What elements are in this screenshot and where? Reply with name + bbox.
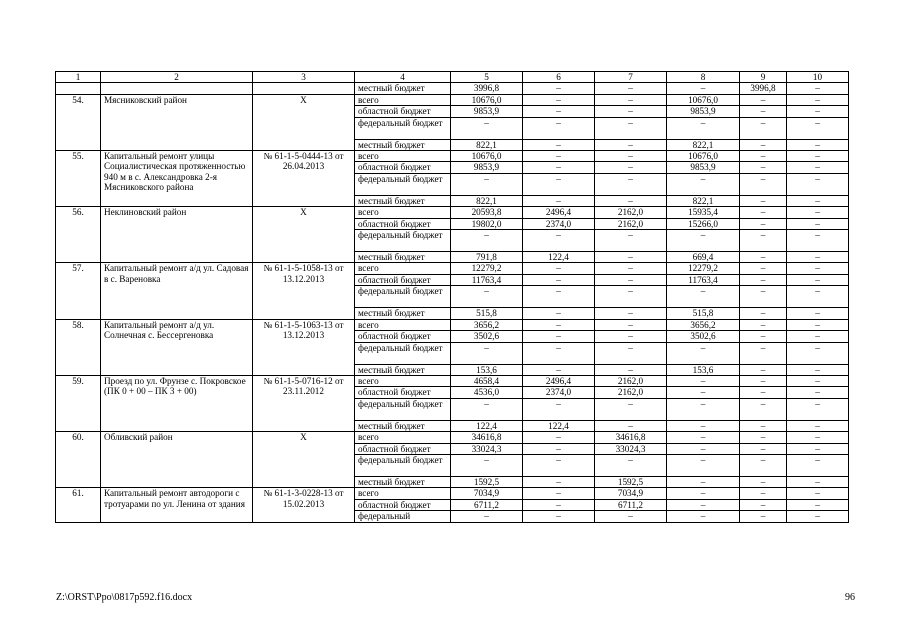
value-cell: –	[523, 308, 595, 319]
column-header: 8	[667, 72, 740, 83]
value-cell: –	[740, 443, 787, 454]
value-cell: –	[740, 151, 787, 162]
value-cell: –	[523, 432, 595, 443]
value-cell: –	[667, 387, 740, 398]
value-cell: 11763,4	[451, 274, 523, 285]
value-cell: –	[523, 286, 595, 308]
value-cell: –	[523, 364, 595, 375]
item-document: № 61-1-5-0716-12 от 23.11.2012	[253, 375, 355, 431]
value-cell: –	[787, 117, 849, 139]
value-cell: –	[523, 454, 595, 476]
value-cell: –	[451, 173, 523, 195]
value-cell: –	[740, 454, 787, 476]
item-document: № 61-1-5-1058-13 от 13.12.2013	[253, 263, 355, 319]
value-cell: –	[523, 443, 595, 454]
source-label: местный бюджет	[355, 83, 451, 94]
value-cell: –	[523, 195, 595, 206]
value-cell: –	[787, 274, 849, 285]
item-number: 59.	[56, 375, 101, 431]
value-cell: –	[787, 252, 849, 263]
value-cell: –	[451, 511, 523, 522]
value-cell: –	[667, 476, 740, 487]
column-header: 9	[740, 72, 787, 83]
value-cell: –	[667, 286, 740, 308]
value-cell: –	[523, 173, 595, 195]
value-cell: –	[595, 398, 667, 420]
value-cell: 19802,0	[451, 218, 523, 229]
table-row	[56, 488, 849, 499]
value-cell: –	[451, 342, 523, 364]
value-cell: –	[523, 398, 595, 420]
value-cell: 3656,2	[667, 319, 740, 330]
value-cell: 2496,4	[523, 207, 595, 218]
value-cell: –	[523, 94, 595, 105]
value-cell: –	[787, 286, 849, 308]
source-label: местный бюджет	[355, 308, 451, 319]
value-cell: –	[787, 308, 849, 319]
column-header: 4	[355, 72, 451, 83]
item-name: Капитальный ремонт а/д ул. Солнечная с. Бессергеновка	[101, 319, 253, 375]
value-cell: –	[740, 274, 787, 285]
value-cell: 7034,9	[451, 488, 523, 499]
footer-file-path: Z:\ORST\Ppo\0817p592.f16.docx	[56, 592, 193, 603]
source-label: областной бюджет	[355, 443, 451, 454]
value-cell: 10676,0	[451, 151, 523, 162]
value-cell: –	[523, 106, 595, 117]
source-label: местный бюджет	[355, 364, 451, 375]
value-cell: 9853,9	[667, 106, 740, 117]
source-label: областной бюджет	[355, 387, 451, 398]
source-label: областной бюджет	[355, 274, 451, 285]
value-cell: –	[595, 195, 667, 206]
source-label: всего	[355, 488, 451, 499]
table-row	[56, 207, 849, 218]
value-cell: 12279,2	[667, 263, 740, 274]
value-cell: –	[787, 218, 849, 229]
value-cell: 2374,0	[523, 387, 595, 398]
value-cell: 6711,2	[595, 499, 667, 510]
value-cell: 2162,0	[595, 375, 667, 386]
value-cell: 34616,8	[595, 432, 667, 443]
value-cell: –	[740, 476, 787, 487]
value-cell: 1592,5	[595, 476, 667, 487]
name-cell	[101, 83, 253, 94]
value-cell: –	[740, 308, 787, 319]
value-cell: –	[740, 195, 787, 206]
value-cell: –	[523, 230, 595, 252]
value-cell: –	[595, 139, 667, 150]
value-cell: –	[595, 94, 667, 105]
value-cell: –	[595, 331, 667, 342]
value-cell: –	[451, 286, 523, 308]
value-cell: 11763,4	[667, 274, 740, 285]
value-cell: –	[595, 83, 667, 94]
value-cell: –	[595, 162, 667, 173]
table-row	[56, 94, 849, 105]
value-cell: 2162,0	[595, 207, 667, 218]
value-cell: –	[523, 499, 595, 510]
value-cell: –	[740, 387, 787, 398]
value-cell: 34616,8	[451, 432, 523, 443]
value-cell: –	[787, 342, 849, 364]
table-row	[56, 263, 849, 274]
item-name: Капитальный ремонт улицы Социалистическая протяженностью 940 м в с. Александровка 2-я Мясниковского района	[101, 151, 253, 207]
value-cell: –	[523, 511, 595, 522]
item-number: 56.	[56, 207, 101, 263]
source-label: всего	[355, 375, 451, 386]
source-label: областной бюджет	[355, 106, 451, 117]
value-cell: –	[740, 106, 787, 117]
value-cell: –	[740, 218, 787, 229]
value-cell: –	[667, 342, 740, 364]
value-cell: –	[523, 319, 595, 330]
value-cell: –	[595, 342, 667, 364]
source-label: всего	[355, 94, 451, 105]
source-label: местный бюджет	[355, 252, 451, 263]
value-cell: 15266,0	[667, 218, 740, 229]
column-header: 1	[56, 72, 101, 83]
value-cell: –	[787, 454, 849, 476]
value-cell: 6711,2	[451, 499, 523, 510]
value-cell: 153,6	[667, 364, 740, 375]
value-cell: 822,1	[667, 139, 740, 150]
value-cell: –	[595, 511, 667, 522]
source-label: областной бюджет	[355, 162, 451, 173]
value-cell: –	[740, 263, 787, 274]
source-label: федеральный	[355, 511, 451, 522]
value-cell: 822,1	[451, 195, 523, 206]
value-cell: 2162,0	[595, 387, 667, 398]
value-cell: –	[451, 398, 523, 420]
value-cell: –	[787, 94, 849, 105]
value-cell: –	[595, 173, 667, 195]
value-cell: –	[787, 195, 849, 206]
number-cell	[56, 83, 101, 94]
item-number: 60.	[56, 432, 101, 488]
value-cell: –	[787, 387, 849, 398]
source-label: всего	[355, 263, 451, 274]
value-cell: –	[740, 173, 787, 195]
value-cell: –	[787, 511, 849, 522]
value-cell: 33024,3	[451, 443, 523, 454]
value-cell: –	[740, 499, 787, 510]
value-cell: –	[523, 331, 595, 342]
value-cell: –	[667, 454, 740, 476]
value-cell: –	[667, 432, 740, 443]
item-number: 61.	[56, 488, 101, 522]
value-cell: 822,1	[451, 139, 523, 150]
item-number: 58.	[56, 319, 101, 375]
value-cell: –	[787, 476, 849, 487]
value-cell: 10676,0	[667, 94, 740, 105]
value-cell: –	[740, 94, 787, 105]
value-cell: –	[667, 499, 740, 510]
value-cell: –	[787, 106, 849, 117]
value-cell: –	[787, 162, 849, 173]
value-cell: –	[667, 488, 740, 499]
value-cell: –	[787, 398, 849, 420]
value-cell: –	[595, 308, 667, 319]
value-cell: 9853,9	[667, 162, 740, 173]
value-cell: 4658,4	[451, 375, 523, 386]
value-cell: –	[595, 274, 667, 285]
value-cell: –	[740, 511, 787, 522]
source-label: федеральный бюджет	[355, 230, 451, 252]
source-label: федеральный бюджет	[355, 398, 451, 420]
value-cell: 515,8	[667, 308, 740, 319]
value-cell: 122,4	[451, 420, 523, 431]
value-cell: 3656,2	[451, 319, 523, 330]
source-label: федеральный бюджет	[355, 286, 451, 308]
source-label: всего	[355, 151, 451, 162]
item-document: № 61-1-5-0444-13 от 26.04.2013	[253, 151, 355, 207]
column-header: 2	[101, 72, 253, 83]
item-document: № 61-1-3-0228-13 от 15.02.2013	[253, 488, 355, 522]
value-cell: –	[523, 162, 595, 173]
value-cell: 3996,8	[740, 83, 787, 94]
item-name: Обливский район	[101, 432, 253, 488]
header-row	[56, 72, 849, 83]
value-cell: –	[740, 117, 787, 139]
source-label: местный бюджет	[355, 139, 451, 150]
value-cell: 122,4	[523, 420, 595, 431]
item-number: 55.	[56, 151, 101, 207]
source-label: местный бюджет	[355, 195, 451, 206]
source-label: областной бюджет	[355, 499, 451, 510]
item-document: № 61-1-5-1063-13 от 13.12.2013	[253, 319, 355, 375]
value-cell: –	[595, 252, 667, 263]
value-cell: 791,8	[451, 252, 523, 263]
value-cell: –	[595, 286, 667, 308]
value-cell: –	[667, 117, 740, 139]
value-cell: –	[787, 207, 849, 218]
column-header: 10	[787, 72, 849, 83]
value-cell: –	[451, 454, 523, 476]
table-row	[56, 151, 849, 162]
item-document: X	[253, 207, 355, 263]
value-cell: –	[523, 488, 595, 499]
table-row	[56, 375, 849, 386]
item-name: Неклиновский район	[101, 207, 253, 263]
value-cell: –	[523, 83, 595, 94]
item-name: Мясниковский район	[101, 94, 253, 150]
value-cell: 33024,3	[595, 443, 667, 454]
value-cell: –	[667, 375, 740, 386]
column-header: 7	[595, 72, 667, 83]
source-label: всего	[355, 207, 451, 218]
value-cell: –	[667, 398, 740, 420]
value-cell: 20593,8	[451, 207, 523, 218]
item-name: Капитальный ремонт автодороги с тротуарами по ул. Ленина от здания	[101, 488, 253, 522]
table-row	[56, 83, 849, 94]
value-cell: –	[787, 151, 849, 162]
value-cell: –	[523, 342, 595, 364]
value-cell: –	[523, 117, 595, 139]
value-cell: 669,4	[667, 252, 740, 263]
value-cell: –	[787, 331, 849, 342]
value-cell: –	[740, 207, 787, 218]
value-cell: –	[667, 420, 740, 431]
value-cell: –	[787, 420, 849, 431]
value-cell: –	[595, 364, 667, 375]
value-cell: –	[787, 230, 849, 252]
source-label: федеральный бюджет	[355, 173, 451, 195]
value-cell: –	[787, 375, 849, 386]
table-row	[56, 432, 849, 443]
value-cell: –	[523, 274, 595, 285]
source-label: областной бюджет	[355, 331, 451, 342]
value-cell: –	[595, 454, 667, 476]
value-cell: –	[787, 499, 849, 510]
column-header: 3	[253, 72, 355, 83]
value-cell: –	[740, 331, 787, 342]
value-cell: –	[451, 230, 523, 252]
value-cell: 4536,0	[451, 387, 523, 398]
value-cell: –	[595, 106, 667, 117]
source-label: местный бюджет	[355, 476, 451, 487]
value-cell: –	[451, 117, 523, 139]
item-number: 54.	[56, 94, 101, 150]
source-label: федеральный бюджет	[355, 342, 451, 364]
value-cell: –	[740, 488, 787, 499]
value-cell: –	[787, 488, 849, 499]
value-cell: –	[787, 364, 849, 375]
value-cell: –	[595, 319, 667, 330]
value-cell: –	[740, 252, 787, 263]
value-cell: –	[667, 83, 740, 94]
value-cell: –	[595, 420, 667, 431]
value-cell: –	[740, 319, 787, 330]
value-cell: –	[740, 420, 787, 431]
source-label: федеральный бюджет	[355, 117, 451, 139]
item-document: X	[253, 94, 355, 150]
value-cell: –	[667, 173, 740, 195]
item-number: 57.	[56, 263, 101, 319]
value-cell: 1592,5	[451, 476, 523, 487]
value-cell: –	[667, 230, 740, 252]
value-cell: 3502,6	[667, 331, 740, 342]
value-cell: –	[740, 139, 787, 150]
value-cell: –	[523, 151, 595, 162]
value-cell: –	[740, 162, 787, 173]
source-label: местный бюджет	[355, 420, 451, 431]
item-name: Проезд по ул. Фрунзе с. Покровское (ПК 0 + 00 – ПК 3 + 00)	[101, 375, 253, 431]
value-cell: 9853,9	[451, 106, 523, 117]
item-document: X	[253, 432, 355, 488]
value-cell: –	[523, 263, 595, 274]
source-label: всего	[355, 432, 451, 443]
value-cell: –	[595, 263, 667, 274]
value-cell: 822,1	[667, 195, 740, 206]
value-cell: –	[740, 364, 787, 375]
value-cell: 10676,0	[667, 151, 740, 162]
value-cell: –	[787, 263, 849, 274]
value-cell: –	[595, 117, 667, 139]
value-cell: –	[787, 319, 849, 330]
value-cell: 7034,9	[595, 488, 667, 499]
source-label: федеральный бюджет	[355, 454, 451, 476]
footer-page-number: 96	[845, 592, 855, 603]
value-cell: 3502,6	[451, 331, 523, 342]
value-cell: –	[740, 398, 787, 420]
source-label: областной бюджет	[355, 218, 451, 229]
value-cell: 12279,2	[451, 263, 523, 274]
item-name: Капитальный ремонт а/д ул. Садовая в с. Вареновка	[101, 263, 253, 319]
value-cell: –	[595, 230, 667, 252]
value-cell: 515,8	[451, 308, 523, 319]
value-cell: –	[523, 476, 595, 487]
value-cell: –	[667, 443, 740, 454]
value-cell: 9853,9	[451, 162, 523, 173]
budget-table	[55, 71, 849, 523]
value-cell: –	[523, 139, 595, 150]
column-header: 6	[523, 72, 595, 83]
value-cell: 10676,0	[451, 94, 523, 105]
value-cell: 2374,0	[523, 218, 595, 229]
value-cell: 153,6	[451, 364, 523, 375]
table-row	[56, 319, 849, 330]
value-cell: –	[787, 83, 849, 94]
value-cell: 15935,4	[667, 207, 740, 218]
value-cell: –	[787, 443, 849, 454]
value-cell: –	[595, 151, 667, 162]
value-cell: –	[740, 375, 787, 386]
value-cell: –	[740, 230, 787, 252]
value-cell: 122,4	[523, 252, 595, 263]
value-cell: –	[740, 342, 787, 364]
value-cell: 3996,8	[451, 83, 523, 94]
column-header: 5	[451, 72, 523, 83]
value-cell: 2496,4	[523, 375, 595, 386]
value-cell: –	[787, 139, 849, 150]
value-cell: –	[740, 432, 787, 443]
source-label: всего	[355, 319, 451, 330]
value-cell: –	[787, 432, 849, 443]
value-cell: 2162,0	[595, 218, 667, 229]
value-cell: –	[740, 286, 787, 308]
value-cell: –	[667, 511, 740, 522]
document-cell	[253, 83, 355, 94]
value-cell: –	[787, 173, 849, 195]
